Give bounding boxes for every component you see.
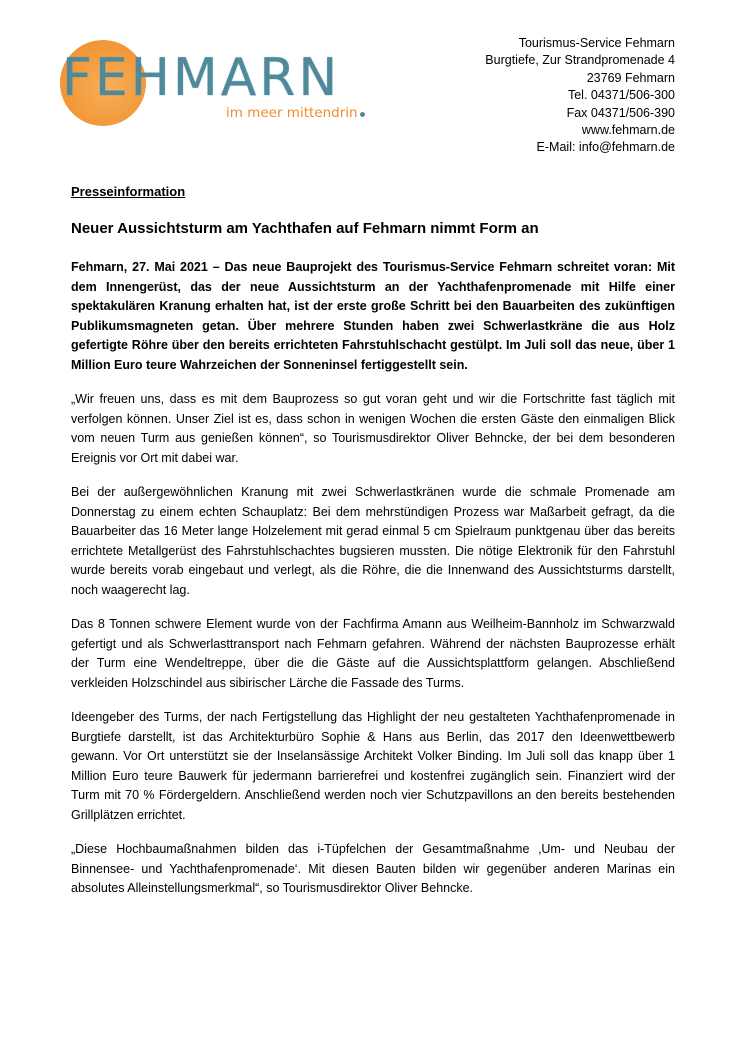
- lead-paragraph: Fehmarn, 27. Mai 2021 – Das neue Bauprojekt des Tourismus-Service Fehmarn schreitet voran: Mit dem Innengerüst, das der neue Aussichtsturm an der Yachthafenpromenade mit Hilfe einer spektakulären Kranung erhalten hat, ist der erste große Schritt bei den Bauarbeiten des zukünftigen Publikumsmagneten getan. Über mehrere Stunden haben zwei Schwerlastkräne die aus Holz gefertigte Röhre über den bereits errichteten Fahrstuhlschacht gestülpt. Im Juli soll das neue, über 1 Million Euro teure Wahrzeichen der Sonneninsel fertiggestellt sein.: [71, 260, 675, 372]
- paragraph-crane: Bei der außergewöhnlichen Kranung mit zwei Schwerlastkränen wurde die schmale Promenade am Donnerstag zu einem echten Schauplatz: Bei dem mehrstündigen Prozess war Maßarbeit gefragt, da die Bauarbeiter das 16 Meter lange Holzelement mit gerad einmal 5 cm Spielraum punktgenau über das bereits errichtete Metallgerüst des Fahrstuhlschachtes bugsieren mussten. Die nötige Elektronik für den Fahrstuhl wurde bereits vorab eingebaut und verlegt, als die Röhre, die die Innenwand des Aussichtsturms darstellt, noch waagerecht lag.: [71, 485, 675, 597]
- address-fax: Fax 04371/506-390: [566, 105, 675, 120]
- tagline-dot-icon: [360, 112, 365, 117]
- address-tel: Tel. 04371/506-300: [567, 88, 675, 103]
- press-label: Presseinformation: [71, 184, 186, 199]
- address-street: Burgtiefe, Zur Strandpromenade 4: [485, 53, 675, 68]
- paragraph-quote: „Wir freuen uns, dass es mit dem Bauprozess so gut voran geht und wir die Fortschritte fast täglich mit verfolgen können. Unser Ziel ist es, dass schon in wenigen Wochen die ersten Gäste den einmaligen Blick vom neuen Turm aus genießen können“, so Tourismusdirektor Oliver Behncke, der bei dem besonderen Ereignis vor Ort mit dabei war.: [71, 392, 675, 465]
- fehmarn-logo: [60, 34, 360, 134]
- paragraph-element: Das 8 Tonnen schwere Element wurde von der Fachfirma Amann aus Weilheim-Bannholz im Schwarzwald gefertigt und als Schwerlasttransport nach Fehmarn gefahren. Während der nächsten Bauprozesse erhält der Turm eine Wendeltreppe, über die die Gäste auf die Aussichtsplattform gelangen. Abschließend verkleiden Holzschindel aus sibirischer Lärche die Fassade des Turms.: [71, 617, 675, 690]
- address-org: Tourismus-Service Fehmarn: [518, 36, 675, 50]
- paragraph-closing-quote: „Diese Hochbaumaßnahmen bilden das i-Tüpfelchen der Gesamtmaßnahme ‚Um- und Neubau der Binnensee- und Yachthafenpromenade‘. Mit diesen Bauten bilden wir gegenüber anderen Marinas ein absolutes Alleinstellungsmerkmal“, so Tourismusdirektor Oliver Behncke.: [71, 842, 675, 895]
- logo-tagline: [226, 105, 365, 121]
- logo-tagline-text: im meer mittendrin: [226, 105, 358, 121]
- sender-address: [485, 35, 675, 157]
- address-city: 23769 Fehmarn: [586, 70, 675, 85]
- paragraph-architect: Ideengeber des Turms, der nach Fertigstellung das Highlight der neu gestalteten Yachthafenpromenade in Burgtiefe darstellt, ist das Architekturbüro Sophie & Hans aus Berlin, das 2017 den Ideenwettbewerb gewann. Vor Ort unterstützt sie der Inselansässige Architekt Volker Binding. Im Juli soll das knapp über 1 Million Euro teure Bauwerk für jedermann barrierefrei und kostenfrei zugänglich sein. Finanziert wird der Turm mit 70 % Fördergeldern. Anschließend werden noch vier Schutzpavillons an den bereits bestehenden Grillplätzen errichtet.: [71, 710, 675, 822]
- address-email[interactable]: E-Mail: info@fehmarn.de: [536, 140, 675, 155]
- article-body: [71, 258, 675, 914]
- headline: Neuer Aussichtsturm am Yachthafen auf Fehmarn nimmt Form an: [71, 220, 539, 237]
- logo-wordmark: FEHMARN: [62, 48, 341, 108]
- address-web[interactable]: www.fehmarn.de: [581, 123, 675, 138]
